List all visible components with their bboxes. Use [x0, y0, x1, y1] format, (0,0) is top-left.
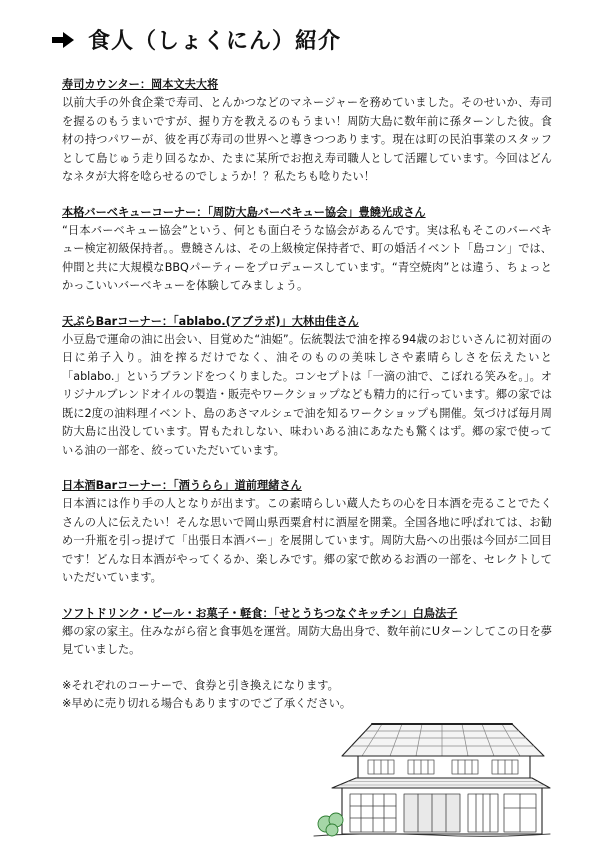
section-heading: 天ぷらBarコーナー：「ablabo.(アブラボ)」大林由佳さん — [62, 314, 359, 328]
notes — [62, 677, 552, 714]
page-title-text: 食人（しょくにん）紹介 — [88, 29, 342, 54]
section-drinks — [62, 605, 552, 660]
content — [62, 76, 552, 714]
japanese-house-illustration — [312, 716, 552, 844]
note-sold-out: ※早めに売り切れる場合もありますのでご了承ください。 — [62, 697, 352, 710]
section-heading: 本格バーベキューコーナー：「周防大島バーベキュー協会」豊饒光成さん — [62, 205, 426, 219]
section-body: 小豆島で運命の油に出会い、目覚めた“油姫”。伝統製法で油を搾る94歳のおじいさんに初対面の日に弟子入り。油を搾るだけでなく、油そのものの美味しさや素晴らしさを伝えたいと「ablabo.」というブランドをつくりました。コンセプトは「一滴の油で、こぼれる笑みを。」。オリジナルブレンドオイルの製造・販売やワークショップなども精力的に行っています。郷の家では既に2度の油料理イベント、島のあさマルシェで油を知るワークショップも開催。気づけば毎月周防大島に出没しています。胃もたれしない、味わいある油にあなたも驚くはず。郷の家で使っている油の一部を、絞っていただいています。 — [62, 332, 552, 457]
section-body: 以前大手の外食企業で寿司、とんかつなどのマネージャーを務めていました。そのせいか、寿司を握るのもうまいですが、握り方を教えるのもうまい！周防大島に数年前に孫ターンした彼。食材の持つパワーが、彼を再び寿司の世界へと導きつつあります。現在は町の民泊事業のスタッフとして島じゅう走り回るなか、たまに某所でお抱え寿司職人として活躍しています。今回はどんなネタが大将を唸らせるのでしょうか！？私たちも唸りたい！ — [62, 96, 552, 183]
section-heading: 寿司カウンター：岡本文夫大将 — [62, 78, 219, 91]
section-body: “日本バーベキュー協会”という、何とも面白そうな協会があるんです。実は私もそこのバーベキュー検定初級保持者。。豊饒さんは、その上級検定保持者で、町の婚活イベント「島コン」では、仲間と共に大規模なBBQパーティーをプロデュースしています。“青空焼肉”とは違う、ちょっとかっこいいバーベキューを体験してみましょう。 — [62, 223, 552, 292]
section-heading: ソフトドリンク・ビール・お菓子・軽食：「せとうちつなぐキッチン」白鳥法子 — [62, 606, 458, 620]
page-title — [52, 24, 341, 55]
section-body: 郷の家の家主。住みながら宿と食事処を運営。周防大島出身で、数年前にUターンしてこの日を夢見ていました。 — [62, 624, 552, 656]
section-sushi — [62, 76, 552, 187]
section-heading: 日本酒Barコーナー：「酒うらら」道前理緒さん — [62, 479, 302, 492]
section-body: 日本酒には作り手の人となりが出ます。この素晴らしい蔵人たちの心を日本酒を売ることでたくさんの人に伝えたい！そんな思いで岡山県西粟倉村に酒屋を開業。全国各地に呼ばれては、お勧め一升瓶を引っ提げて「出張日本酒バー」を展開しています。周防大島への出張は今回が二回目です！どんな日本酒がやってくるか、楽しみです。郷の家で飲めるお酒の一部を、セレクトしていただいています。 — [62, 497, 552, 584]
section-tempura — [62, 313, 552, 461]
section-sake — [62, 477, 552, 588]
section-bbq — [62, 204, 552, 296]
note-ticket: ※それぞれのコーナーで、食券と引き換えになります。 — [62, 678, 339, 692]
arrow-right-icon — [52, 32, 74, 48]
